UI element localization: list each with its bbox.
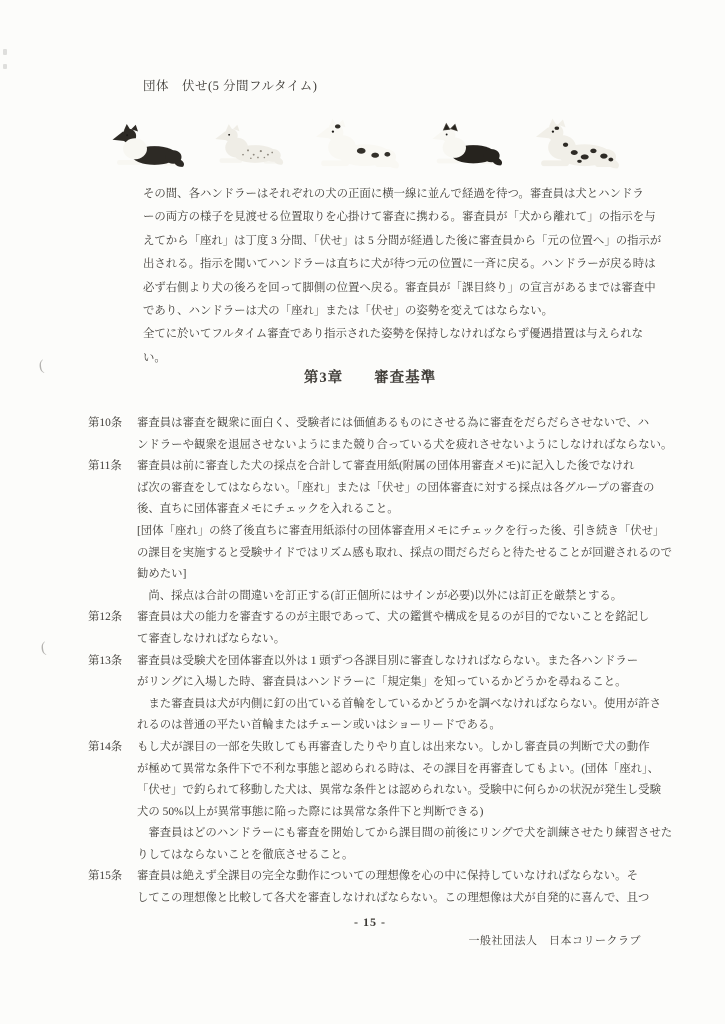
paragraph-line: い。 (143, 351, 166, 364)
collie-illustration-5 (528, 116, 624, 170)
article-number: 第15条 (88, 870, 123, 883)
article-line: また審査員は犬が内側に釘の出ている首輪をしているかどうかを調べなければならない。使用が許さ (137, 697, 661, 710)
page-number: - 15 - (354, 915, 386, 929)
article-line: 審査員は絶えず全課目の完全な動作についての理想像を心の中に保持していなければならない。そ (137, 870, 638, 883)
footer-organization: 一般社団法人 日本コリークラブ (468, 935, 641, 947)
article-number: 第13条 (88, 654, 123, 667)
articles-section (88, 413, 673, 910)
article-line: 尚、採点は合計の間違いを訂正する(訂正個所にはサインが必要)以外には訂正を厳禁とする。 (137, 589, 623, 602)
paragraph-line: ーの両方の様子を見渡せる位置取りを心掛けて審査に携わる。審査員が「犬から離れて」の指示を与 (143, 211, 656, 224)
collie-illustrations-row (108, 104, 624, 170)
article-body (137, 413, 673, 456)
article-body (137, 607, 648, 650)
article-body (137, 651, 661, 737)
paragraph-line: 全てに於いてフルタイム審査であり指示された姿勢を保持しなければならず優遇措置は与えられな (143, 328, 644, 341)
article (88, 651, 661, 737)
article-line: 審査員は受験犬を団体審査以外は 1 頭ずつ各課目別に審査しなければならない。また各ハンドラー (137, 654, 639, 667)
article-line: りしてはならないことを徹底させること。 (137, 848, 354, 861)
article (88, 413, 673, 456)
article-line: してこの理想像と比較して各犬を審査しなければならない。この理想像は犬が自発的に喜んで、且つ (137, 892, 650, 905)
paragraph-line: えてから「座れ」は丁度 3 分間、「伏せ」は 5 分間が経過した後に審査員から「元の位置へ」の指示が (143, 234, 662, 247)
paragraph-line: であり、ハンドラーは犬の「座れ」または「伏せ」の姿勢を変えてはならない。 (143, 305, 554, 318)
intro-paragraph (143, 183, 662, 370)
article-line: [団体「座れ」の終了後直ちに審査用紙添付の団体審査用メモにチェックを行った後、引き続き「伏せ」 (137, 524, 665, 537)
article-line: ンドラーや観衆を退屈させないようにまた競り合っている犬を疲れさせないようにしなければならない。 (137, 438, 673, 451)
scan-speck (3, 64, 7, 69)
article-line: て審査しなければならない。 (137, 632, 286, 645)
article (88, 456, 673, 607)
article-line: の課目を実施すると受験サイドではリズム感も取れ、採点の間だらだらと待たせることが回避されるので (137, 546, 673, 559)
article-line: 勧めたい] (137, 568, 187, 581)
scan-speck (3, 49, 7, 55)
paragraph-line: 出される。指示を聞いてハンドラーは直ちに犬が待つ元の位置に一斉に戻る。ハンドラーが戻る時は (143, 258, 656, 271)
article-line: もし犬が課目の一部を失敗しても再審査したりやり直しは出来ない。しかし審査員の判断で犬の動作 (137, 740, 650, 753)
article-line: れるのは普通の平たい首輪またはチェーン或いはショーリードである。 (137, 719, 501, 732)
collie-illustration-2 (211, 118, 285, 170)
article-line: 審査員はどのハンドラーにも審査を開始してから課目間の前後にリングで犬を訓練させたり練習させた (137, 827, 673, 840)
scan-artifact-mark: ( (38, 357, 45, 375)
article (88, 737, 673, 867)
article-line: 「伏せ」で釣られて移動した犬は、異常な条件とは認められない。受験中に何らかの状況が発生し受験 (137, 784, 661, 797)
scan-artifact-mark: ( (40, 639, 47, 657)
article-line: 後、直ちに団体審査メモにチェックを入れること。 (137, 503, 399, 516)
article (88, 607, 648, 650)
article-line: 犬の 50%以上が異常事態に陥った際には異常な条件下と判断できる) (137, 805, 484, 818)
article-body (137, 456, 673, 607)
article-number: 第14条 (88, 740, 123, 753)
section-title: 団体 伏せ(5 分間フルタイム) (143, 79, 318, 93)
chapter-heading: 第3章 審査基準 (303, 370, 437, 386)
article-line: がリングに入場した時、審査員はハンドラーに「規定集」を知っているかどうかを尋ねること。 (137, 676, 627, 689)
article-line: ば次の審査をしてはならない。「座れ」または「伏せ」の団体審査に対する採点は各グループの審査の (137, 481, 655, 494)
article-line: 審査員は前に審査した犬の採点を合計して審査用紙(附属の団体用審査メモ)に記入した後でなけれ (137, 460, 635, 473)
article-line: 審査員は審査を観衆に面白く、受験者には価値あるものにさせる為に審査をだらだらさせないで、ハ (137, 417, 650, 429)
article-number: 第11条 (88, 460, 122, 473)
article (88, 866, 648, 909)
article-line: 審査員は犬の能力を審査するのが主眼であって、犬の鑑賞や構成を見るのが目的でないことを銘記し (137, 611, 650, 624)
article-line: が極めて異常な条件下で不利な事態と認められる時は、その課目を再審査してもよい。(団体「座れ」、 (137, 762, 660, 775)
article-body (137, 866, 648, 909)
collie-illustration-4 (428, 118, 504, 170)
article-number: 第10条 (88, 417, 123, 429)
article-number: 第12条 (88, 611, 123, 624)
article-body (137, 737, 673, 867)
collie-illustration-1 (108, 120, 186, 170)
paragraph-line: その間、各ハンドラーはそれぞれの犬の正面に横一線に並んで経過を待つ。審査員は犬とハンドラ (143, 188, 644, 200)
collie-illustration-3 (309, 116, 403, 170)
paragraph-line: 必ず右側より犬の後ろを回って脚側の位置へ戻る。審査員が「課目終り」の宣言があるまでは審査中 (143, 281, 656, 294)
